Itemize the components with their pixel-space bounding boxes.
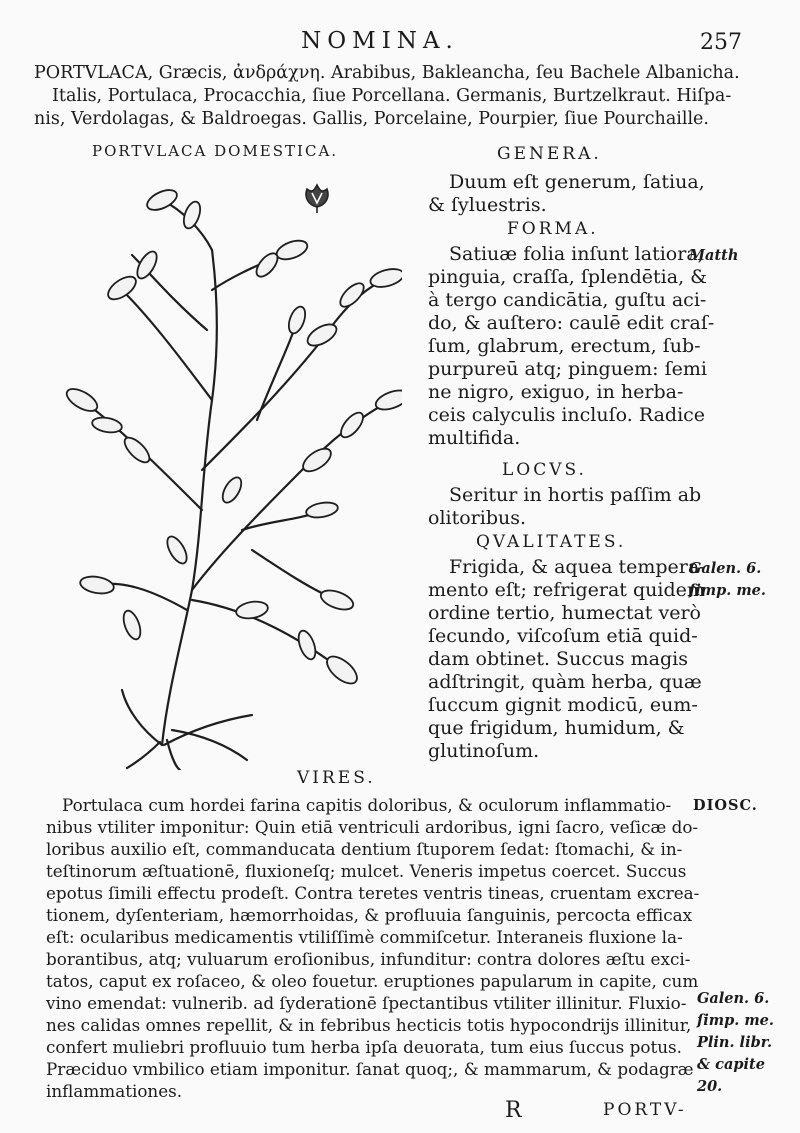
nomina-line-3: nis, Verdolagas, & Baldroegas. Gallis, Porcelaine, Pourpier, ſiue Pourchaille. (34, 109, 709, 129)
vires-line-7: eſt: ocularibus medicamentis vtiliſſimè commiſcetur. Interaneis fluxione la- (46, 927, 683, 947)
forma-line-1: Satiuæ folia inſunt latiora, (449, 243, 704, 265)
vires-line-5: epotus ſimili effectu prodeſt. Contra teretes ventris tineas, cruentam excrea- (46, 883, 700, 903)
margin-note-galen-2e: 20. (697, 1078, 723, 1095)
vires-line-3: loribus auxilio eſt, commanducata dentium ſtuporem ſedat: ſtomachi, & in- (46, 839, 683, 859)
page-number: 257 (700, 30, 742, 55)
qualitates-line-7: ſuccum gignit modicū, eum- (428, 694, 698, 716)
forma-line-3: à tergo candicātia, guſtu aci- (428, 289, 707, 311)
plant-illustration (52, 170, 402, 770)
vires-heading: VIRES. (297, 768, 376, 788)
locus-heading: LOCVS. (502, 460, 587, 480)
vires-line-4: teſtinorum æſtuationē, fluxioneſq; mulcet. Veneris impetus coercet. Succus (46, 861, 687, 881)
margin-note-galen-2d: & capite (697, 1056, 765, 1073)
qualitates-line-2: mento eſt; refrigerat quidem (428, 579, 705, 601)
forma-line-8: ceis calyculis incluſo. Radice (428, 404, 706, 426)
forma-line-6: purpureū atq; pinguem: ſemi (428, 358, 707, 380)
qualitates-line-3: ordine tertio, humectat verò (428, 602, 701, 624)
vires-line-10: vino emendat: vulnerib. ad ſyderationē ſpectantibus vtiliter illinitur. Fluxio- (46, 993, 687, 1013)
vires-line-8: borantibus, atq; vuluarum eroſionibus, infunditur: contra dolores æſtu exci- (46, 949, 691, 969)
margin-note-galen-2a: Galen. 6. (697, 990, 770, 1007)
qualitates-line-8: que frigidum, humidum, & (428, 717, 685, 739)
genera-heading: GENERA. (497, 144, 602, 164)
forma-line-9: multifida. (428, 427, 521, 449)
margin-note-galen-1b: ſimp. me. (689, 582, 766, 599)
locus-line-2: olitoribus. (428, 507, 527, 529)
vires-line-6: tionem, dyſenteriam, hæmorrhoidas, & profluuia ſanguinis, percocta efficax (46, 905, 693, 925)
qualitates-line-6: adſtringit, quàm herba, quæ (428, 671, 702, 693)
margin-note-galen-1a: Galen. 6. (689, 560, 762, 577)
qualitates-line-4: ſecundo, viſcoſum etiā quid- (428, 625, 698, 647)
vires-line-9: tatos, caput ex roſaceo, & oleo fouetur. eruptiones papularum in capite, cum (46, 971, 699, 991)
vires-line-1: Portulaca cum hordei farina capitis doloribus, & oculorum inflammatio- (62, 795, 672, 815)
vires-line-11: nes calidas omnes repellit, & in febribus hecticis totis hypocondrijs illinitur, (46, 1015, 692, 1035)
qualitates-line-9: glutinoſum. (428, 740, 540, 762)
locus-line-1: Seritur in hortis paſſim ab (449, 484, 702, 506)
nomina-line-1: PORTVLACA, Græcis, ἀνδράχνη. Arabibus, Bakleancha, ſeu Bachele Albanicha. (34, 63, 740, 83)
forma-line-4: do, & auſtero: caulē edit craſ- (428, 312, 715, 334)
vires-line-2: nibus vtiliter imponitur: Quin etiā ventriculi ardoribus, igni ſacro, veſicæ do- (46, 817, 699, 837)
qualitates-heading: QVALITATES. (476, 532, 627, 552)
vires-line-12: confert muliebri profluuio tum herba ipſa deuorata, tum eius ſuccus potus. (46, 1037, 682, 1057)
forma-line-7: ne nigro, exiguo, in herba- (428, 381, 684, 403)
vires-line-14: inflammationes. (46, 1081, 183, 1101)
illustration-caption: PORTVLACA DOMESTICA. (92, 142, 339, 160)
page-title: NOMINA. (301, 28, 459, 54)
qualitates-line-1: Frigida, & aquea tempera- (449, 556, 706, 578)
genera-line-1: Duum eſt generum, ſatiua, (449, 171, 705, 193)
margin-note-matth: Matth (689, 247, 739, 264)
vires-line-13: Præciduo vmbilico etiam imponitur. ſanat quoq;, & mammarum, & podagræ (46, 1059, 694, 1079)
margin-note-galen-2b: ſimp. me. (697, 1012, 774, 1029)
genera-line-2: & ſyluestris. (428, 194, 547, 216)
qualitates-line-5: dam obtinet. Succus magis (428, 648, 688, 670)
nomina-line-2: Italis, Portulaca, Procacchia, ſiue Porcellana. Germanis, Burtzelkraut. Hiſpa- (52, 86, 732, 106)
forma-line-2: pinguia, craſſa, ſplendētia, & (428, 266, 708, 288)
margin-note-diosc: DIOSC. (693, 797, 758, 814)
margin-note-galen-2c: Plin. libr. (697, 1034, 773, 1051)
signature-mark: R (505, 1098, 522, 1123)
forma-line-5: ſum, glabrum, erectum, ſub- (428, 335, 701, 357)
catchword: PORTV- (603, 1100, 687, 1120)
forma-heading: FORMA. (507, 219, 599, 239)
